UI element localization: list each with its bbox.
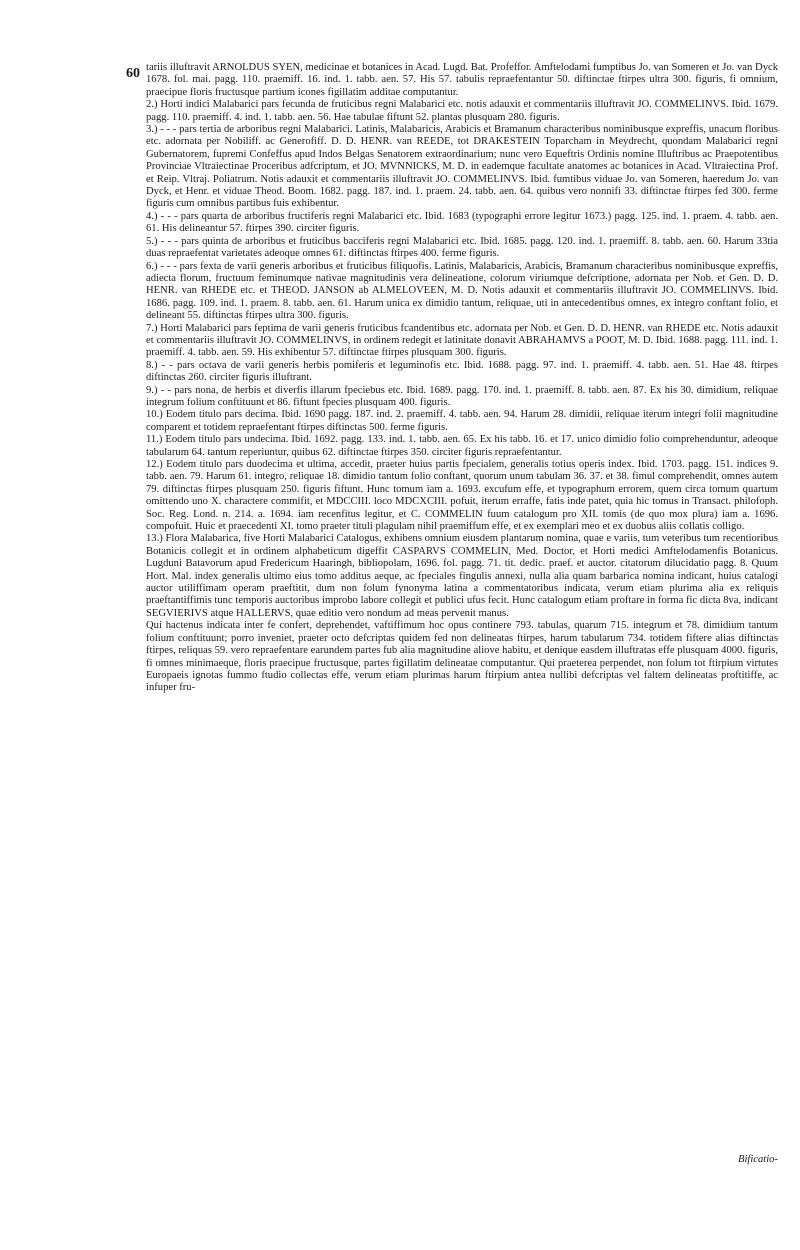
paragraph-entry-3: 3.) - - - pars tertia de arboribus regni Malabarici. Latinis, Malabaricis, Arabicis et Bramanum characteribus nominibusque expreffis, unacum floribus etc. adornata per Nobiliff. ac Generofiff. D. D. HENR. van REEDE, tot DRAKESTEIN Toparcham in Meydrecht, quondam Malabarici regni Gubernatorem, fupremi Confeffus apud Indos Belgas Senatorem extraordinarium; nunc vero Equeftris Ordinis nomine Illuftribus ac Praepotentibus Provinciae Vltraiectinae Proceribus adfcriptum, et JO. MVNNICKS, M. D. in eademque facultate anatomes ac botanices in Acad. Vltraiectina Prof. et Reip. Vltraj. Poliatrum. Notis adauxit et commentariis illuftravit JO. COMMELINVS. Ibid. fumtibus viduae Jo. van Someren, haeredum Jo. van Dyck, et Henr. et viduae Theod. Boom. 1682. pagg. 187. ind. 1. praem. 24. tabb. aen. 64. quibus vero nonnifi 33. diftinctae ftirpes fed 300. ferme figuris cum omnibus partibus fuis exhibentur. — [146, 124, 778, 210]
paragraph-entry-6: 6.) - - - pars fexta de varii generis arboribus et fruticibus filiquofis. Latinis, Malabaricis, Arabicis, Bramanum characteribus nominibusque expreffis, adiecta florum, fructuum feminumque nativae magnitudinis vera delineatione, colorum viriumque defcriptione, adornata per Nob. et Gen. D. D. HENR. van RHEDE etc. et THEOD. JANSON ab ALMELOVEEN, M. D. Notis adauxit et commentariis illuftravit JO. COMMELINVS. Ibid. 1686. pagg. 109. ind. 1. praem. 8. tabb. aen. 61. Harum unica ex dimidio tantum, reliquae, uti in antecedentibus omnes, ex integro conftant folio, et delineant 55. diftinctas ftirpes ultra 300. figuris. — [146, 260, 778, 322]
paragraph-entry-13: 13.) Flora Malabarica, five Horti Malabarici Catalogus, exhibens omnium eiusdem plantarum nomina, quae e variis, tum veteribus tum recentioribus Botanicis collegit et in ordinem alphabeticum digeffit CASPARVS COMMELIN, Med. Doctor, et Horti medici Amftelodamenfis Botanicus. Lugduni Batavorum apud Fredericum Haaringh, bibliopolam, 1696. fol. pagg. 71. tit. dedic. praef. et auctor. citatorum dilucidatio pagg. 8. Quum Hort. Mal. index generalis ultimo eius tomo additus aeque, ac fpeciales fingulis annexi, nulla alia quam barbarica nomina indicant, huius catalogi auctor utiliffimam operam praeftitit, dum non folum fynonyma latina a commentatoribus indicata, verum etiam plurima alia ex reliquis praeftantiffimis tunc temporis auctoribus improbo labore collegit et publici ufus fecit. Hunc catalogum etiam proftare in forma fic dicta 8va, indicant SEGVIERIVS atque HALLERVS, quae editio vero nondum ad meas pervenit manus. — [146, 533, 778, 619]
paragraph-entry-1-cont: tariis illuftravit ARNOLDUS SYEN, medicinae et botanices in Acad. Lugd. Bat. Profeffor. Amftelodami fumptibus Jo. van Someren et Jo. van Dyck 1678. fol. mai. pagg. 110. praemiff. 16. ind. 1. tabb. aen. 57. His 57. tabulis repraefentantur 50. diftinctae ftirpes ultra 300. figuris, fi omnium, praecipue floris fructusque partium icones figillatim additae computantur. — [146, 62, 778, 98]
paragraph-entry-9: 9.) - - pars nona, de herbis et diverfis illarum fpeciebus etc. Ibid. 1689. pagg. 170. ind. 1. praemiff. 8. tabb. aen. 87. Ex his 30. dimidium, reliquae integrum folium conftituunt et 86. fiftunt fpecies plusquam 400. figuris. — [146, 384, 778, 408]
paragraph-entry-4: 4.) - - - pars quarta de arboribus fructiferis regni Malabarici etc. Ibid. 1683 (typographi errore legitur 1673.) pagg. 125. ind. 1. praem. 4. tabb. aen. 61. His delineantur 57. ftirpes 390. circiter figuris. — [146, 210, 778, 235]
paragraph-summary: Qui hactenus indicata inter fe confert, deprehendet, vaftiffimum hoc opus continere 793. tabulas, quarum 715. integrum et 78. dimidium tantum folium conftituunt; porro inveniet, praeter octo defcriptas quidem fed non delineatas ftirpes, harum tabularum 734. totidem fiftere alias diftinctas ftirpes, reliquas 59. vero repraefentare earundem partes fub alia magnitudine aliove habitu, et denique easdem illuftratas effe plusquam 4000. figuris, fi omnes minimaeque, floris praecipue fructusque, partes figillatim delineatae computantur. Qui praeterea perpendet, non folum tot ftirpium virtutes Europaeis ignotas fummo ftudio collectas effe, verum etiam plurimas harum ftirpium antea nullibi defcriptas vel faltem delineatas proftitiffe, ac infuper fru- — [146, 620, 778, 694]
page-number: 60 — [126, 66, 140, 81]
paragraph-entry-7: 7.) Horti Malabarici pars feptima de varii generis fruticibus fcandentibus etc. adornata per Nob. et Gen. D. D. HENR. van RHEDE etc. Notis adauxit et commentariis illuftravit JO. COMMELINVS, in ordinem redegit et latinitate donavit ABRAHAMVS a POOT, M. D. Ibid. 1688. pagg. 111. ind. 1. praemiff. 4. tabb. aen. 59. His exhibentur 57. diftinctae ftirpes plusquam 300. figuris. — [146, 322, 778, 359]
paragraph-entry-5: 5.) - - - pars quinta de arboribus et fruticibus bacciferis regni Malabarici etc. Ibid. 1685. pagg. 120. ind. 1. praemiff. 8. tabb. aen. 60. Harum 33tia duas repraefentat varietates adeoque omnes 61. diftinctas ftirpes 400. ferme figuris. — [146, 235, 778, 260]
paragraph-entry-12: 12.) Eodem titulo pars duodecima et ultima, accedit, praeter huius partis fpecialem, generalis totius operis index. Ibid. 1703. pagg. 151. indices 9. tabb. aen. 79. Harum 61. integro, reliquae 18. dimidio tantum folio conftant, quorum unum tabulam 36. 37. et 38. fimul comprehendit, omnes autem 79. diftinctas ftirpes plusquam 250. figuris fiftunt. Hunc tomum iam a. 1693. excufum effe, et typographum errorem, quem circa tomum quartum omittendo uno X. charactere commifit, et MDCCIII. loco MDCXCIII. pofuit, iterum erraffe, fatis inde patet, quia hic tomus in Transact. philofoph. Soc. Reg. Lond. n. 214. a. 1694. iam recenfitus legitur, et C. COMMELIN fuum catalogum pro XII. tomis (de quo mox plura) iam a. 1696. compofuit. Huic et praecedenti XI. tomo praeter tituli plagulam nihil praemiffum effe, et ex exemplari meo et ex duobus aliis collatis colligo. — [146, 459, 778, 533]
catchword: Bificatio- — [737, 1154, 778, 1165]
paragraph-entry-8: 8.) - - pars octava de varii generis herbis pomiferis et leguminofis etc. Ibid. 1688. pagg. 97. ind. 1. praemiff. 4. tabb. aen. 51. Hae 48. ftirpes diftinctas 260. circiter figuris illuftrant. — [146, 359, 778, 384]
paragraph-entry-11: 11.) Eodem titulo pars undecima. Ibid. 1692. pagg. 133. ind. 1. tabb. aen. 65. Ex his tabb. 16. et 17. unico dimidio folio comprehenduntur, adeoque tabularum 64. tantum reperiuntur, quibus 62. diftinctae ftirpes 350. circiter figuris repraefentantur. — [146, 434, 778, 458]
paragraph-entry-10: 10.) Eodem titulo pars decima. Ibid. 1690 pagg. 187. ind. 2. praemiff. 4. tabb. aen. 94. Harum 28. dimidii, reliquae iterum integri folii magnitudine comparent et totidem repraefentant ftirpes diftinctas 500. ferme figuris. — [146, 409, 778, 433]
text-column — [146, 62, 778, 695]
paragraph-entry-2: 2.) Horti indici Malabarici pars fecunda de fruticibus regni Malabarici etc. notis adauxit et commentariis illuftravit JO. COMMELINVS. Ibid. 1679. pagg. 110. praemiff. 4. ind. 1. tabb. aen. 56. Hae tabulae fiftunt 52. plantas plusquam 280. figuris. — [146, 99, 778, 123]
